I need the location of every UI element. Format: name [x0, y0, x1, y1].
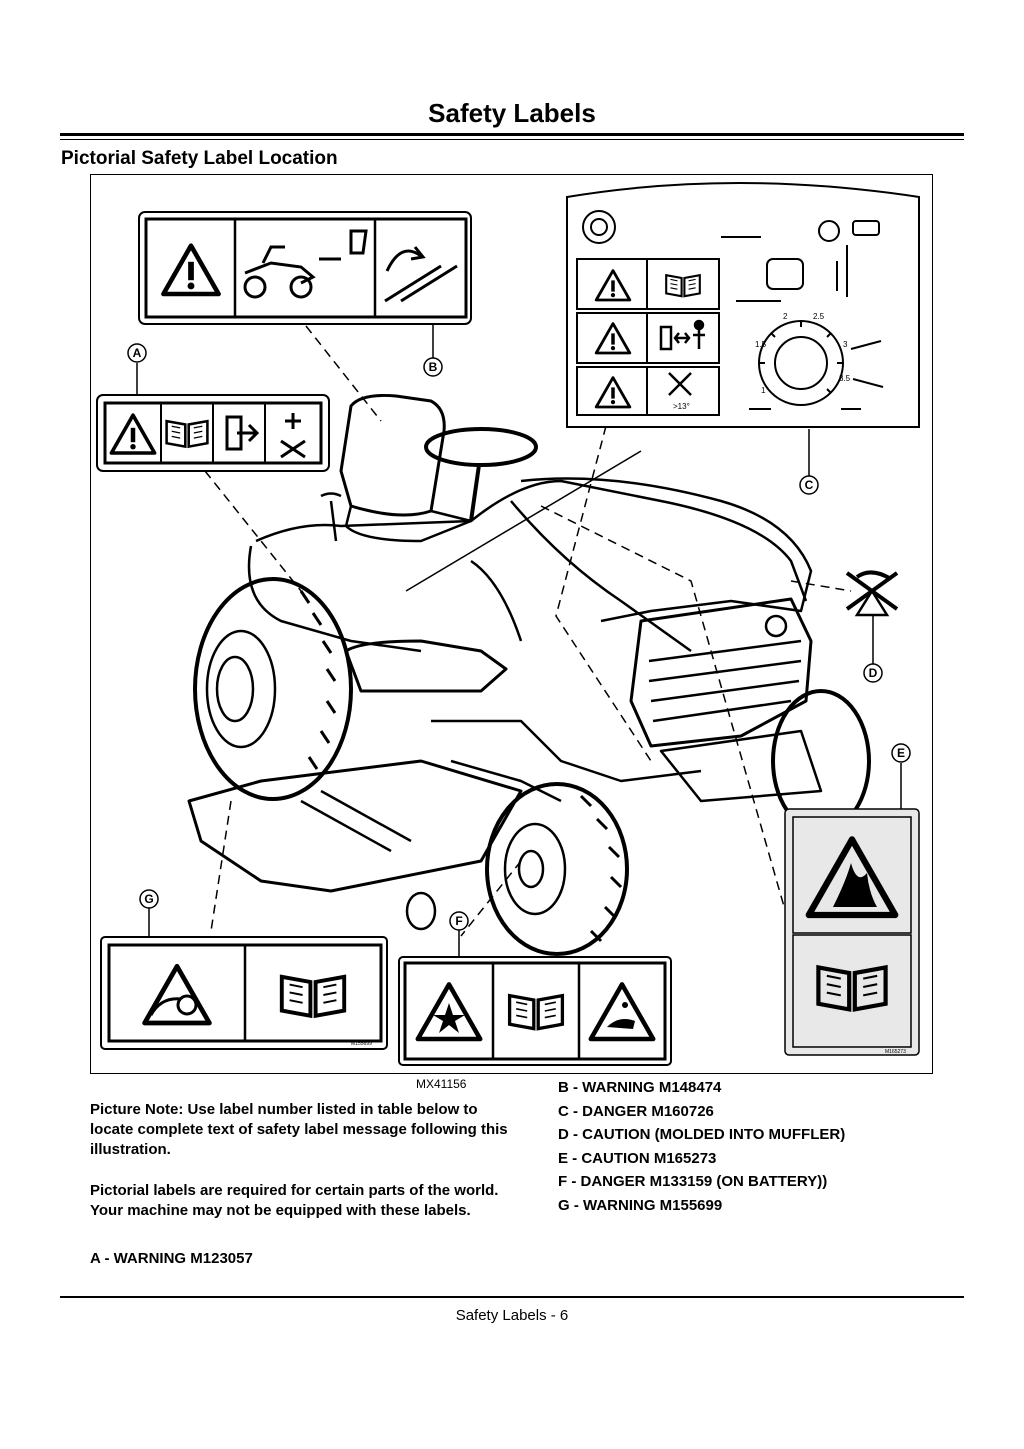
label-c-slope-text: >13°	[673, 402, 690, 411]
label-list	[558, 1076, 845, 1217]
callout-a-letter: A	[132, 346, 142, 360]
section-title: Pictorial Safety Label Location	[61, 148, 338, 169]
label-g-number: M155699	[351, 1041, 372, 1047]
label-entry-b: B - WARNING M148474	[558, 1079, 722, 1096]
dial-tick: 3.5	[839, 374, 851, 383]
callout-f	[450, 912, 468, 930]
header-rule	[60, 133, 964, 136]
page-footer: Safety Labels - 6	[455, 1307, 569, 1324]
dial-tick: 2	[783, 312, 788, 321]
callout-g-letter: G	[144, 892, 154, 906]
label-g-pictorial	[101, 937, 387, 1049]
picture-note: Picture Note: Use label number listed in table below to locate complete text of safety label message following this illustration.	[90, 1101, 508, 1158]
callout-b-letter: B	[428, 360, 438, 374]
dial-tick: 3	[843, 340, 848, 349]
label-entry-c: C - DANGER M160726	[558, 1102, 714, 1120]
page-title: Safety Labels	[428, 98, 596, 128]
callout-g	[140, 890, 158, 908]
label-entry-d: D - CAUTION (MOLDED INTO MUFFLER)	[558, 1126, 846, 1143]
label-e-pictorial	[785, 809, 919, 1055]
callout-f-letter: F	[455, 914, 463, 928]
callout-d-letter: D	[868, 666, 878, 680]
header-rule-thin	[60, 139, 964, 140]
pictorial-note: Pictorial labels are required for certain parts of the world. Your machine may not be equipped with these labels.	[90, 1182, 499, 1219]
figure-id: MX41156	[416, 1077, 467, 1091]
label-entry-a: A - WARNING M123057	[90, 1250, 253, 1267]
label-entry-g: G - WARNING M155699	[558, 1196, 723, 1214]
callout-b	[424, 358, 442, 376]
label-entry-f: F - DANGER M133159 (ON BATTERY))	[558, 1173, 828, 1190]
callout-a	[128, 344, 146, 362]
label-entry-e: E - CAUTION M165273	[558, 1149, 717, 1167]
label-a-pictorial	[97, 395, 329, 471]
tractor-drawing	[189, 395, 869, 954]
footer-rule	[60, 1296, 964, 1298]
dial-tick: 1.5	[755, 340, 767, 349]
callout-c	[800, 476, 818, 494]
label-b-pictorial	[139, 212, 471, 324]
label-d-pictorial	[847, 572, 897, 615]
dial-tick: 2.5	[813, 312, 825, 321]
dial-tick: 1	[761, 386, 766, 395]
callout-d	[864, 664, 882, 682]
safety-label-illustration	[90, 174, 933, 1074]
label-e-number: M165273	[885, 1049, 906, 1055]
callout-e-letter: E	[896, 746, 906, 760]
label-f-pictorial	[399, 957, 671, 1065]
callout-e	[892, 744, 910, 762]
callout-c-letter: C	[804, 478, 814, 492]
label-c-dash-panel	[567, 183, 919, 427]
